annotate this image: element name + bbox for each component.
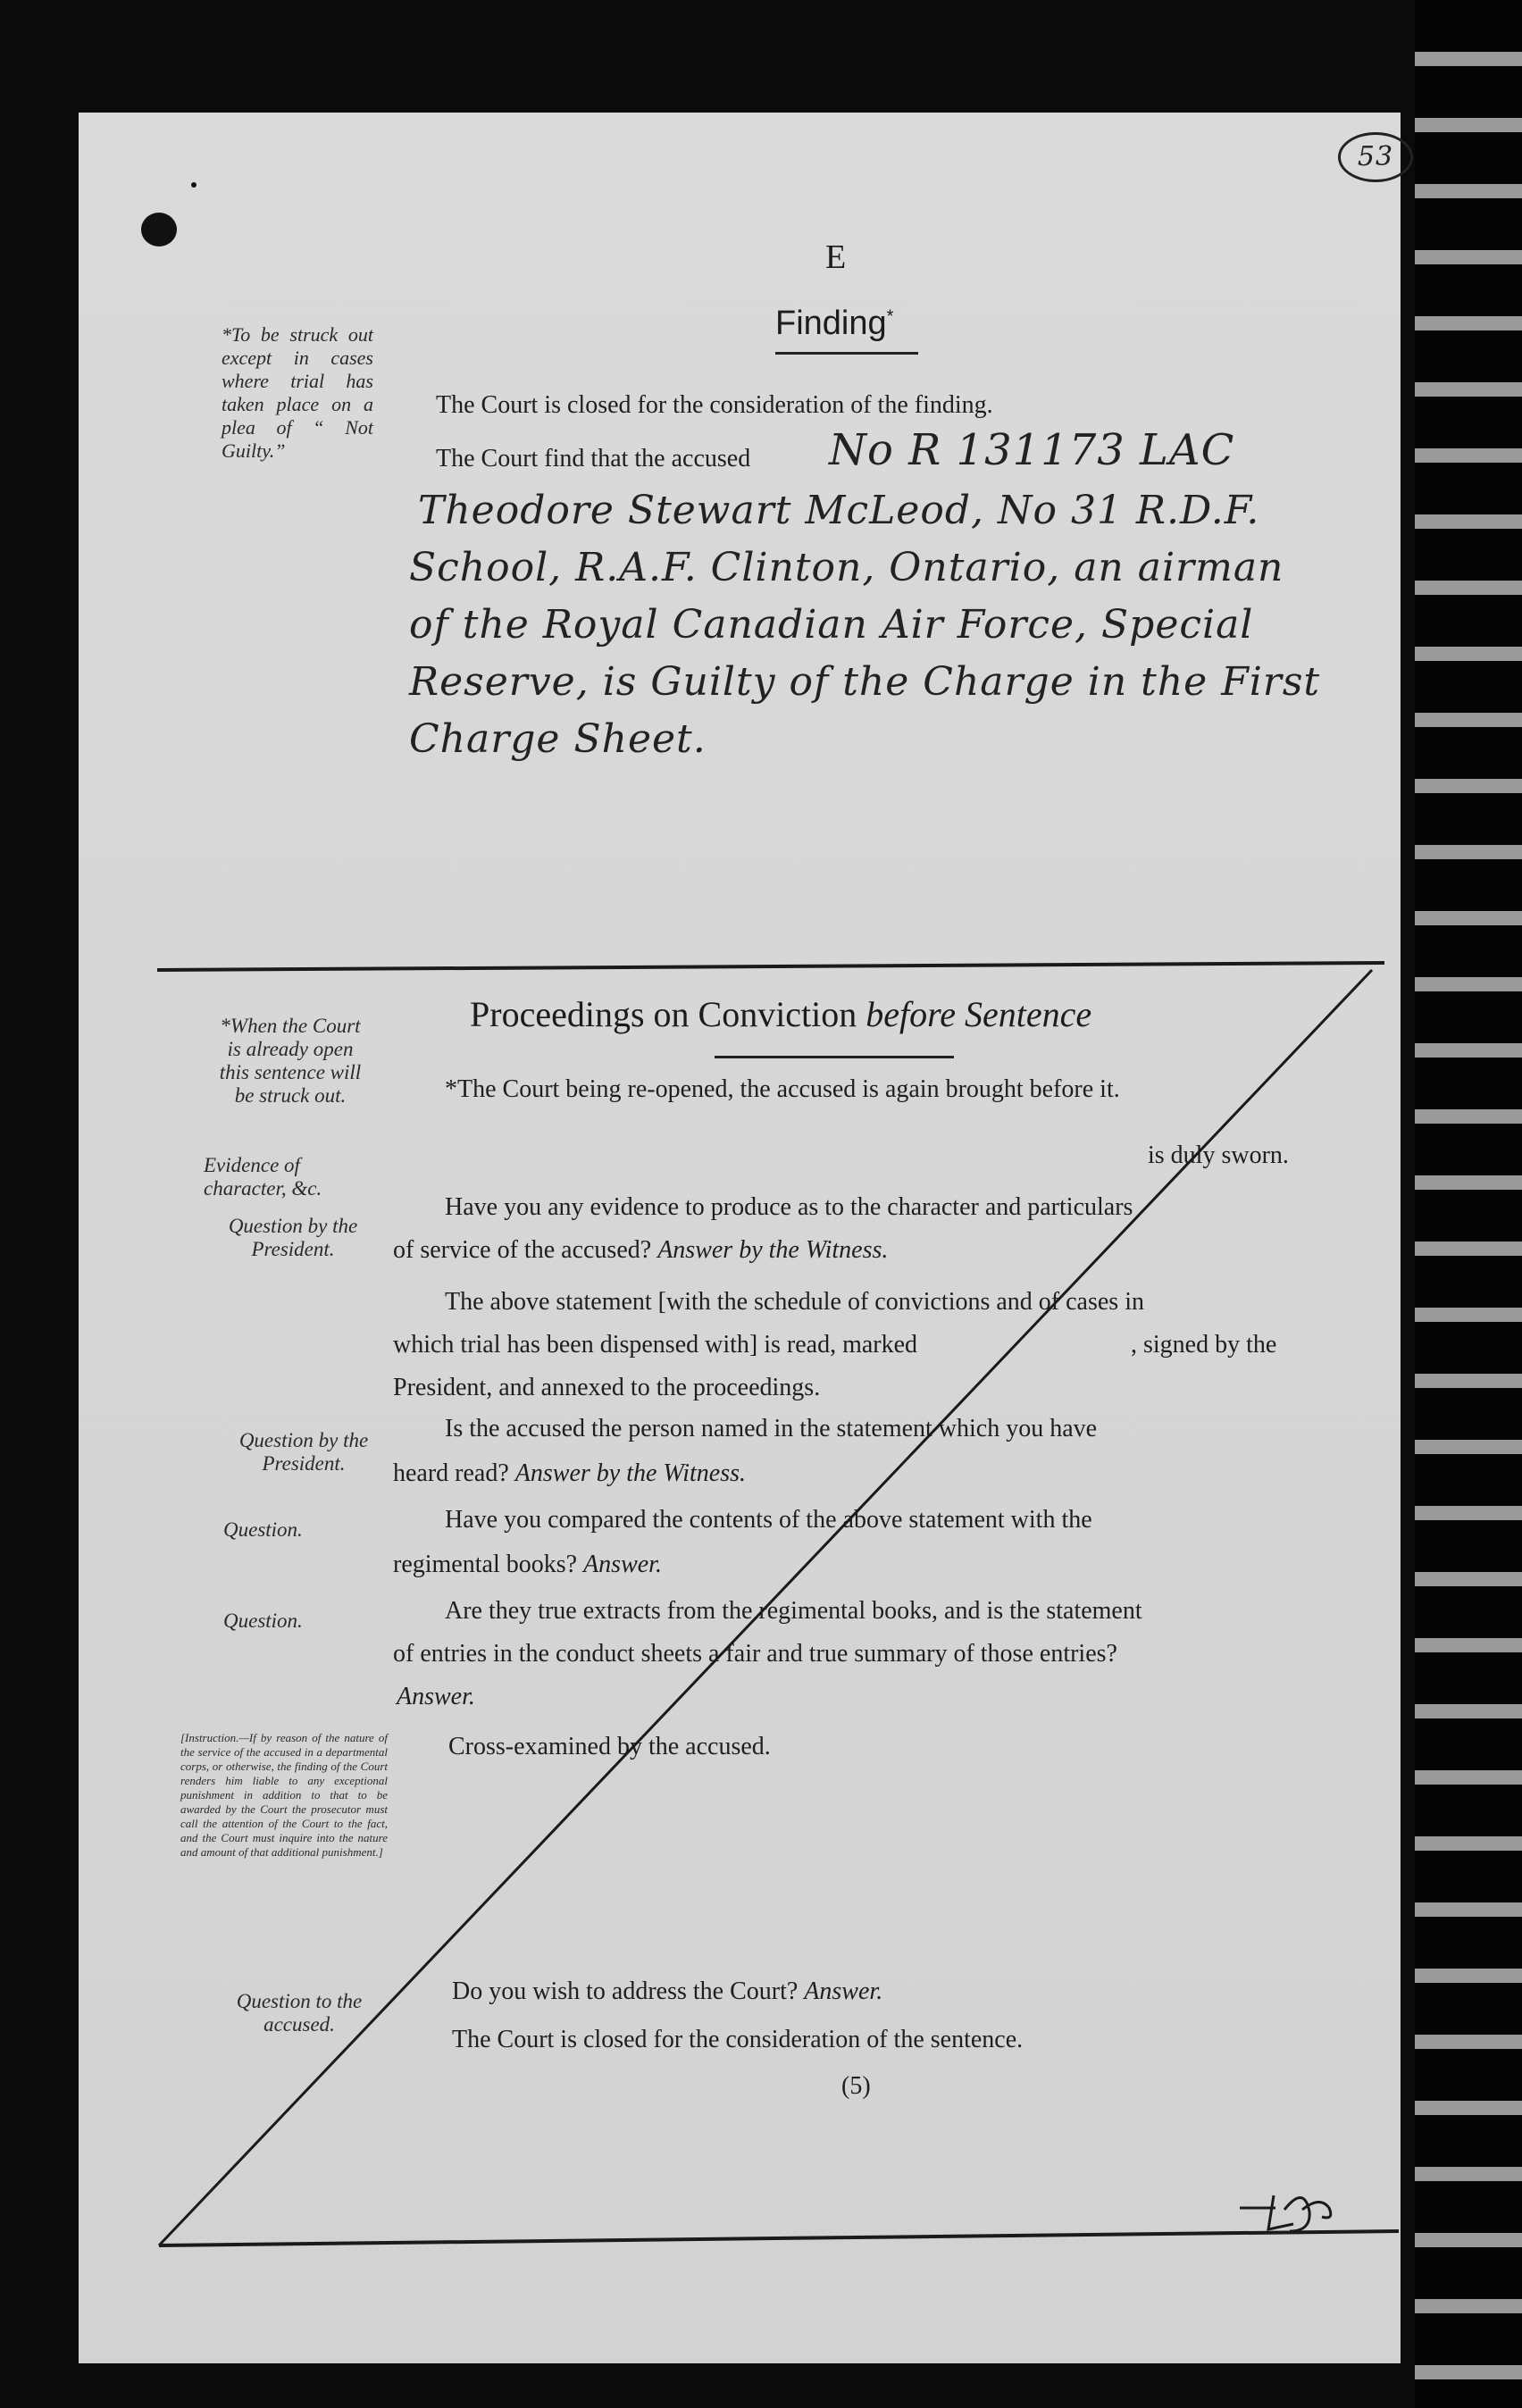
side-note-q-president-2: Question by the President.	[238, 1429, 369, 1475]
line-named-b: heard read? Answer by the Witness.	[393, 1459, 746, 1487]
section-divider-line	[157, 963, 1384, 970]
side-note-question-2: Question.	[223, 1610, 303, 1632]
line-statement-c: President, and annexed to the proceedings.	[393, 1374, 821, 1401]
proceedings-title: Proceedings on Conviction before Sentence	[470, 994, 1092, 1034]
footer-page-number: (5)	[841, 2072, 871, 2100]
handwritten-line-3: School, R.A.F. Clinton, Ontario, an airman	[409, 545, 1284, 590]
line-court-closed: The Court is closed for the consideration of the sentence.	[452, 2026, 1024, 2053]
side-note-q-president-1: Question by the President.	[228, 1215, 358, 1260]
finding-line-1: The Court is closed for the consideration of the finding.	[436, 391, 993, 419]
handwritten-line-6: Charge Sheet.	[409, 716, 707, 762]
line-evidence-b: of service of the accused? Answer by the Witness.	[393, 1236, 889, 1264]
line-statement-a: The above statement [with the schedule of convictions and of cases in	[445, 1288, 1144, 1316]
line-evidence-a: Have you any evidence to produce as to the character and particulars	[445, 1193, 1133, 1221]
line-address: Do you wish to address the Court? Answer.	[452, 1977, 883, 2005]
line-reopened: *The Court being re-opened, the accused is again brought before it.	[445, 1075, 1120, 1103]
page-number-stamp: 53	[1338, 132, 1413, 182]
line-answer-2: Answer.	[397, 1683, 475, 1710]
section-letter: E	[825, 238, 847, 276]
side-note-q-accused: Question to the accused.	[236, 1990, 363, 2036]
diagonal-strike-line	[159, 970, 1372, 2245]
line-extracts-b: of entries in the conduct sheets a fair and true summary of those entries?	[393, 1640, 1117, 1668]
document-page	[79, 113, 1401, 2363]
line-compared-a: Have you compared the contents of the above statement with the	[445, 1506, 1092, 1534]
handwritten-line-1: No R 131173 LAC	[829, 425, 1235, 475]
side-note-when-open: *When the Court is already open this sentence will be struck out.	[219, 1015, 362, 1107]
initials-signature	[1240, 2195, 1331, 2231]
film-strip-edge	[1415, 0, 1522, 2408]
line-compared-b: regimental books? Answer.	[393, 1551, 662, 1578]
handwritten-line-5: Reserve, is Guilty of the Charge in the First	[409, 659, 1321, 705]
handwritten-line-2: Theodore Stewart McLeod, No 31 R.D.F.	[418, 488, 1260, 533]
line-cross-examined: Cross-examined by the accused.	[448, 1733, 771, 1760]
finding-line-2: The Court find that the accused	[436, 445, 751, 472]
handwritten-line-4: of the Royal Canadian Air Force, Special	[409, 602, 1254, 648]
line-named-a: Is the accused the person named in the statement which you have	[445, 1415, 1098, 1442]
line-sworn: is duly sworn.	[1148, 1141, 1289, 1169]
side-note-instruction: [Instruction.—If by reason of the nature of the service of the accused in a departmental corps, or otherwise, the finding of the Court renders him liable to any exceptional punishment in addition to that to be awarded by the Court the prosecutor must call the attention of the Court to the fact, and the Court must inquire into the nature and amount of that additional punishment.]	[180, 1731, 388, 1859]
line-statement-b2: , signed by the	[1131, 1331, 1277, 1359]
line-statement-b1: which trial has been dispensed with] is read, marked	[393, 1331, 918, 1359]
strike-through-overlay	[79, 113, 1401, 2363]
bottom-border-line	[159, 2231, 1399, 2245]
side-note-evidence: Evidence of character, &c.	[204, 1154, 322, 1200]
finding-side-note: *To be struck out except in cases where trial has taken place on a plea of “ Not Guilty.”	[222, 323, 373, 462]
side-note-question-1: Question.	[223, 1518, 303, 1541]
finding-title: Finding*	[775, 305, 894, 342]
line-extracts-a: Are they true extracts from the regimental books, and is the statement	[445, 1597, 1142, 1625]
